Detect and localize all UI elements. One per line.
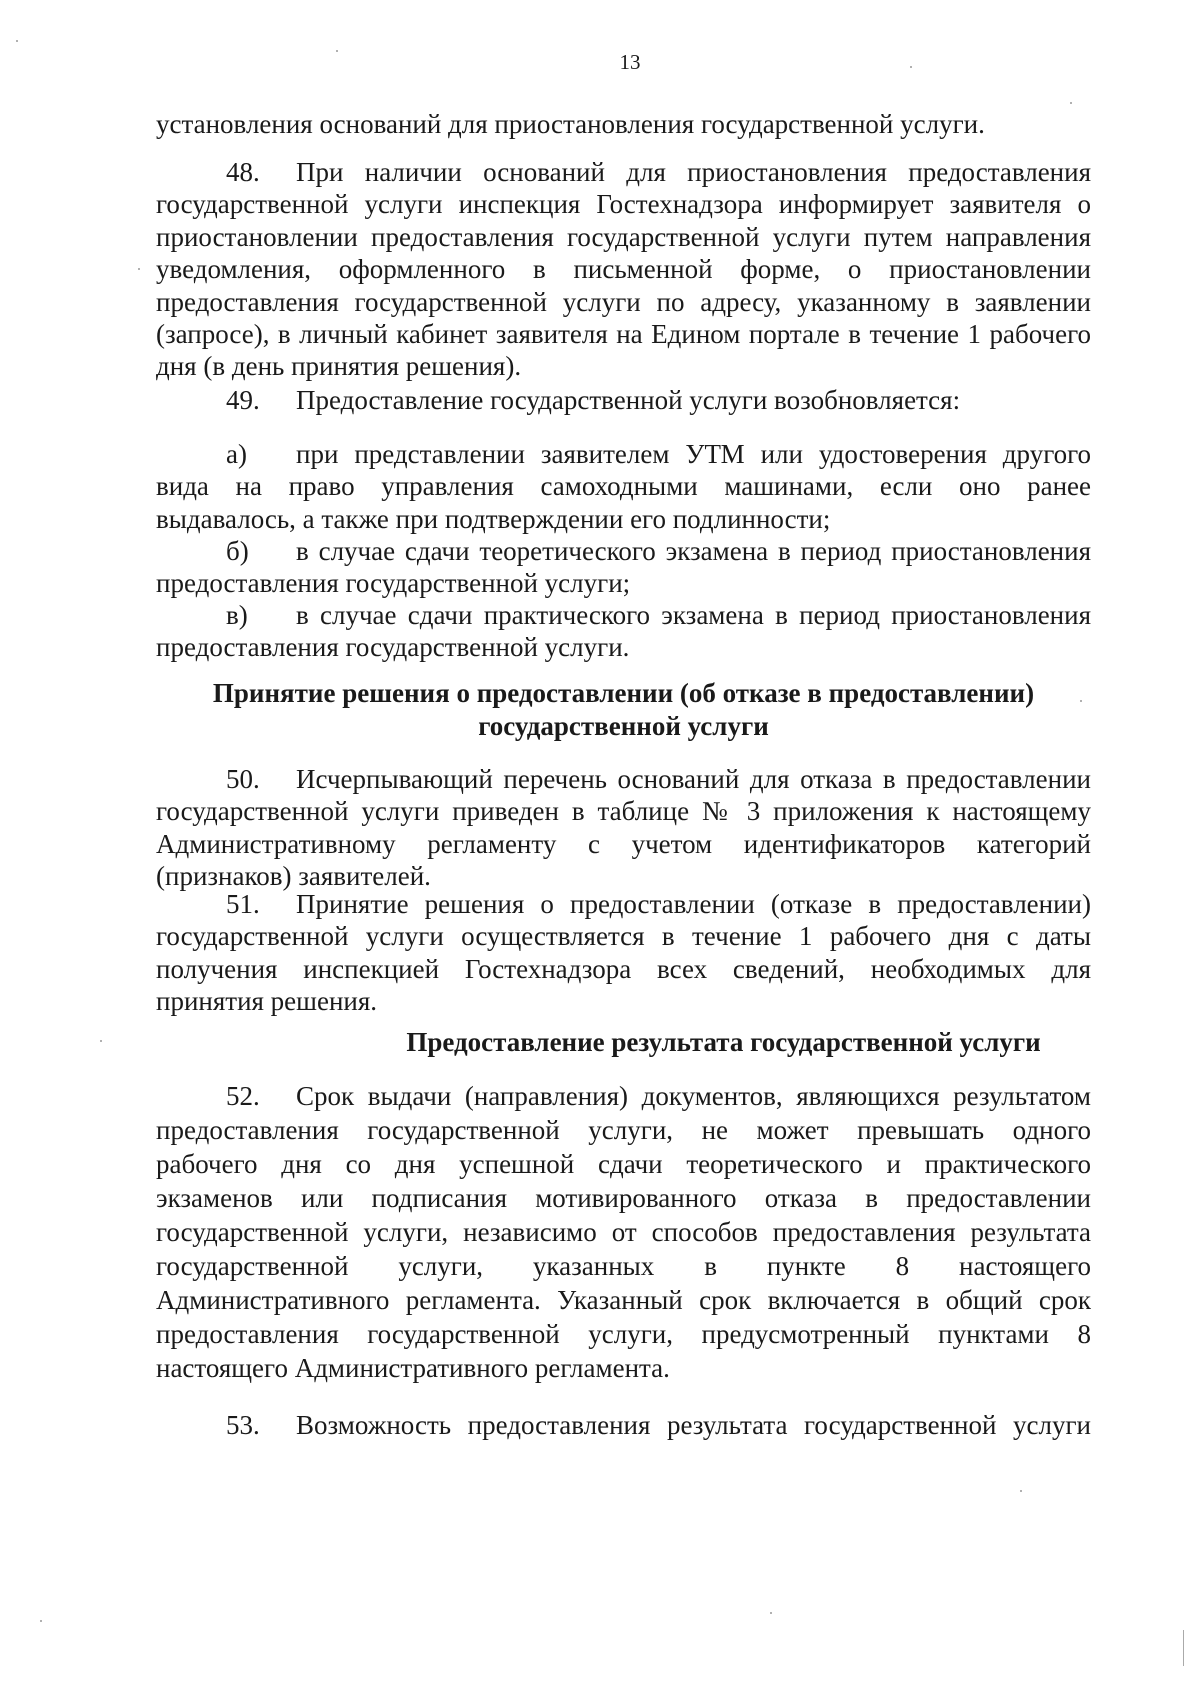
- page-number: 13: [619, 50, 641, 74]
- scan-speck: [100, 1040, 102, 1042]
- line: предоставления государственной услуги.: [156, 632, 630, 663]
- paragraph-49: [156, 384, 1091, 416]
- line: в случае сдачи теоретического экзамена в период приостановления: [296, 536, 1091, 566]
- paragraph-number: 49.: [226, 385, 260, 415]
- paragraph-48: [156, 156, 1091, 383]
- paragraph-number: 52.: [226, 1081, 260, 1111]
- list-item-b: [156, 535, 1091, 600]
- scan-speck: [138, 268, 140, 270]
- paragraph-number: 51.: [226, 889, 260, 919]
- scan-speck: [1070, 102, 1072, 104]
- scan-edge-mark: [1183, 1630, 1184, 1666]
- line: при представлении заявителем УТМ или удостоверения другого: [296, 439, 1091, 469]
- line: рабочего дня со дня успешной сдачи теоретического и практического: [156, 1149, 1091, 1179]
- scan-speck: [16, 40, 18, 42]
- scan-speck: [770, 1612, 772, 1614]
- section-heading: [156, 677, 1091, 743]
- line: При наличии оснований для приостановления предоставления: [296, 157, 1091, 187]
- paragraph-51: [156, 888, 1091, 1018]
- line: Срок выдачи (направления) документов, являющихся результатом: [296, 1081, 1091, 1111]
- list-item-v: [156, 599, 1091, 664]
- line: Предоставление государственной услуги возобновляется:: [296, 385, 961, 415]
- paragraph-50: [156, 763, 1091, 893]
- list-item-a: [156, 438, 1091, 535]
- line: получения инспекцией Гостехнадзора всех сведений, необходимых для: [156, 953, 1091, 984]
- line: государственной услуги осуществляется в течение 1 рабочего дня с даты: [156, 921, 1091, 952]
- line: предоставления государственной услуги, предусмотренный пунктами 8: [156, 1319, 1091, 1349]
- scan-speck: [40, 1620, 42, 1622]
- line: Административному регламенту с учетом идентификаторов категорий: [156, 828, 1091, 859]
- paragraph-number: 50.: [226, 764, 260, 794]
- scan-speck: [1080, 700, 1082, 702]
- paragraph-number: 48.: [226, 157, 260, 187]
- heading-line: Предоставление результата государственной услуги: [406, 1027, 1041, 1057]
- heading-line: государственной услуги: [478, 711, 769, 741]
- line: экзаменов или подписания мотивированного отказа в предоставлении: [156, 1183, 1091, 1213]
- scan-speck: [910, 66, 912, 68]
- list-marker: а): [226, 439, 247, 469]
- line: Принятие решения о предоставлении (отказе в предоставлении): [296, 889, 1091, 919]
- line: принятия решения.: [156, 986, 378, 1017]
- line: государственной услуги инспекция Гостехнадзора информирует заявителя о: [156, 189, 1091, 220]
- line: (признаков) заявителей.: [156, 861, 431, 892]
- heading-line: Принятие решения о предоставлении (об отказе в предоставлении): [212, 678, 1035, 708]
- line: (запросе), в личный кабинет заявителя на Едином портале в течение 1 рабочего: [156, 319, 1091, 350]
- line: государственной услуги, указанных в пункте 8 настоящего: [156, 1251, 1091, 1281]
- line: Исчерпывающий перечень оснований для отказа в предоставлении: [296, 764, 1091, 794]
- paragraph-number: 53.: [226, 1410, 260, 1440]
- line: в случае сдачи практического экзамена в период приостановления: [296, 600, 1091, 630]
- line: настоящего Административного регламента.: [156, 1353, 670, 1383]
- paragraph-text: установления оснований для приостановления государственной услуги.: [156, 109, 985, 139]
- line: дня (в день принятия решения).: [156, 351, 522, 382]
- line: Административного регламента. Указанный срок включается в общий срок: [156, 1285, 1091, 1315]
- paragraph-52: [156, 1079, 1091, 1385]
- line: уведомления, оформленного в письменной форме, о приостановлении: [156, 254, 1091, 285]
- line: предоставления государственной услуги по адресу, указанному в заявлении: [156, 286, 1091, 317]
- line: государственной услуги, независимо от способов предоставления результата: [156, 1217, 1091, 1247]
- line: вида на право управления самоходными машинами, если оно ранее: [156, 471, 1091, 502]
- scan-speck: [336, 50, 338, 52]
- paragraph-continuation: [156, 108, 1091, 140]
- line: приостановлении предоставления государственной услуги путем направления: [156, 221, 1091, 252]
- scan-speck: [1020, 1490, 1022, 1492]
- line: Возможность предоставления результата государственной услуги: [296, 1410, 1091, 1440]
- line: предоставления государственной услуги;: [156, 568, 631, 599]
- list-marker: в): [226, 600, 248, 630]
- section-heading: [256, 1026, 1191, 1059]
- line: выдавалось, а также при подтверждении его подлинности;: [156, 503, 831, 534]
- line: государственной услуги приведен в таблице № 3 приложения к настоящему: [156, 796, 1091, 827]
- paragraph-53: [156, 1409, 1091, 1441]
- line: предоставления государственной услуги, не может превышать одного: [156, 1115, 1091, 1145]
- list-marker: б): [226, 536, 249, 566]
